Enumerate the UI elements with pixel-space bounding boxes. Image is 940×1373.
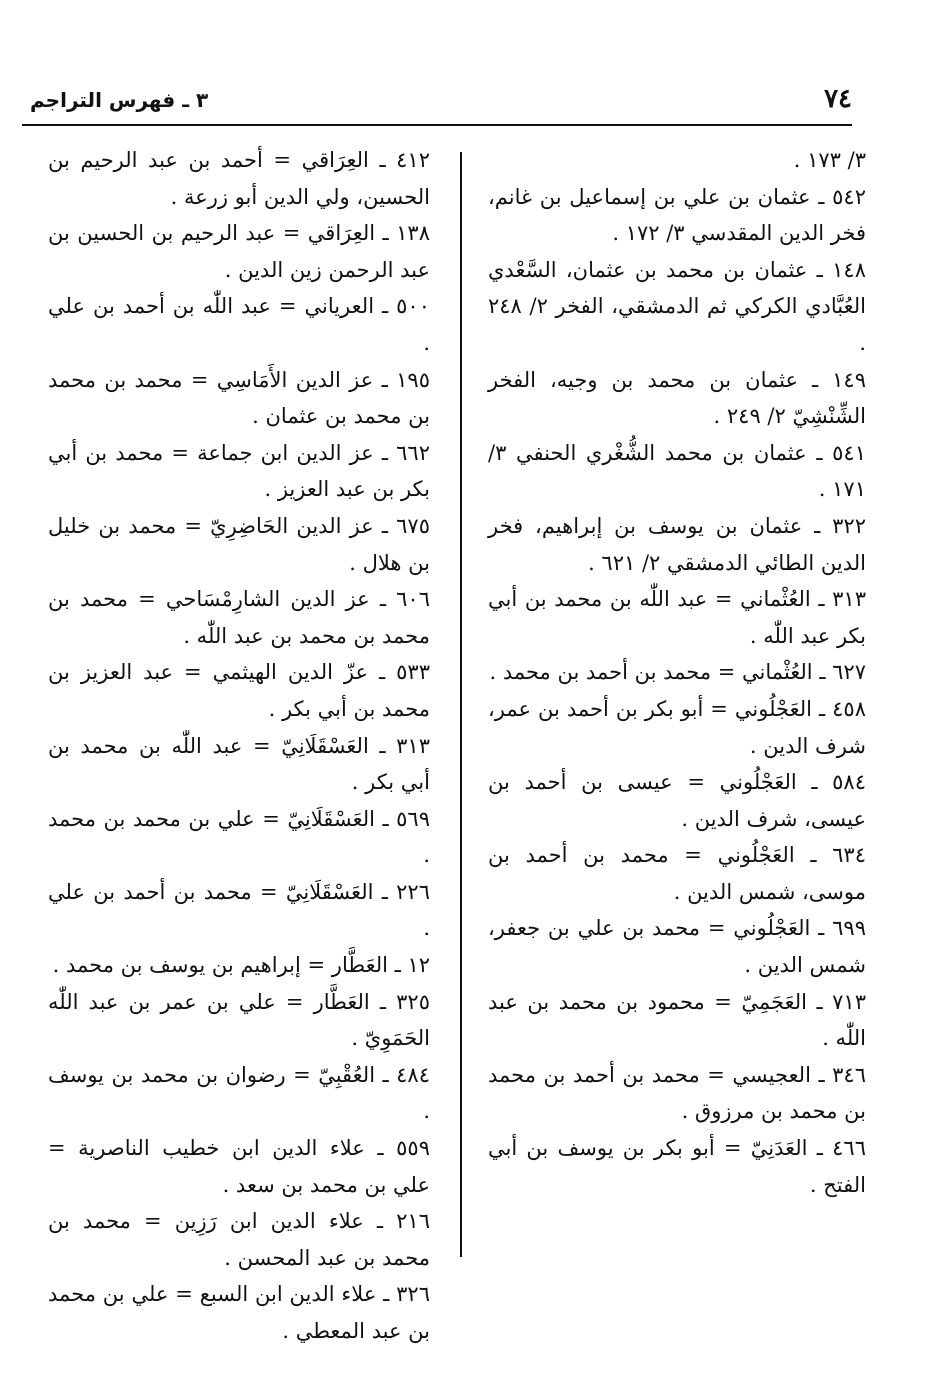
index-entry: ٣/ ١٧٣ .	[793, 148, 866, 172]
index-entry: ٣٢٥ ـ العَطَّار = علي بن عمر بن عبد اللّٰه الحَمَوِيّ .	[48, 989, 430, 1051]
index-entry: ١٤٨ ـ عثمان بن محمد بن عثمان، السَّعْدي العُبَّادي الكركي ثم الدمشقي، الفخر ٢/ ٢٤٨ .	[488, 257, 866, 355]
index-entry: ٤٨٤ ـ العُقْبِيّ = رضوان بن محمد بن يوسف .	[48, 1062, 430, 1124]
index-entry: ٦٣٤ ـ العَجْلُوني = محمد بن أحمد بن موسى، شمس الدين .	[488, 843, 866, 904]
index-entry: ٦٦٢ ـ عز الدين ابن جماعة = محمد بن أبي بكر بن عبد العزيز .	[48, 440, 430, 502]
section-title: ٣ ـ فهرس التراجم	[30, 88, 209, 112]
index-entry: ١٤٩ ـ عثمان بن محمد بن وجيه، الفخر الشِّنْشِيّ ٢/ ٢٤٩ .	[488, 367, 866, 429]
index-entry: ٦٠٦ ـ عز الدين الشارِمْسَاحي = محمد بن محمد بن محمد بن عبد اللّٰه .	[48, 587, 430, 648]
index-entry: ١٩٥ ـ عز الدين الأَمَاسِي = محمد بن محمد بن محمد بن عثمان .	[48, 367, 430, 429]
index-entry: ٥٤١ ـ عثمان بن محمد الشُّغْري الحنفي ٣/ ١٧١ .	[488, 440, 866, 502]
index-entry: ٢٢٦ ـ العَسْقَلَانِيّ = محمد بن أحمد بن علي .	[48, 879, 430, 941]
index-entry: ٦٧٥ ـ عز الدين الحَاضِرِيّ = محمد بن خليل بن هلال .	[48, 513, 430, 575]
index-entry: ٥٠٠ ـ العرياني = عبد اللّٰه بن أحمد بن علي .	[48, 294, 430, 355]
index-entry: ٥٤٢ ـ عثمان بن علي بن إسماعيل بن غانم، فخر الدين المقدسي ٣/ ١٧٢ .	[488, 184, 866, 246]
index-entry: ١٣٨ ـ العِرَاقي = عبد الرحيم بن الحسين بن عبد الرحمن زين الدين .	[48, 221, 430, 282]
index-entry: ٤١٢ ـ العِرَاقي = أحمد بن عبد الرحيم بن الحسين، ولي الدين أبو زرعة .	[48, 148, 430, 209]
index-entry: ٥٥٩ ـ علاء الدين ابن خطيب الناصرية = علي بن محمد بن سعد .	[48, 1136, 430, 1197]
index-entry: ٢١٦ ـ علاء الدين ابن رَزِين = محمد بن محمد بن عبد المحسن .	[48, 1209, 430, 1270]
index-entry: ١٢ ـ العَطَّار = إبراهيم بن يوسف بن محمد .	[52, 953, 430, 978]
page-header	[26, 80, 856, 120]
header-rule	[22, 124, 852, 126]
index-entry: ٤٦٦ ـ العَدَنِيّ = أبو بكر بن يوسف بن أبي الفتح .	[488, 1136, 866, 1197]
index-entry: ٤٥٨ ـ العَجْلُوني = أبو بكر بن أحمد بن عمر، شرف الدين .	[488, 696, 866, 758]
index-entry: ٦٩٩ ـ العَجْلُوني = محمد بن علي بن جعفر، شمس الدين .	[488, 916, 866, 978]
index-entry: ٣١٣ ـ العُثْماني = عبد اللّٰه بن محمد بن أبي بكر عبد اللّٰه .	[488, 587, 866, 648]
index-entry: ٥٣٣ ـ عزّ الدين الهيثمي = عبد العزيز بن محمد بن أبي بكر .	[48, 660, 430, 721]
column-divider	[460, 152, 462, 1257]
page-number: ٧٤	[824, 84, 852, 114]
index-entry: ٦٢٧ ـ العُثْماني = محمد بن أحمد بن محمد .	[489, 660, 866, 685]
index-entry: ٣١٣ ـ العَسْقَلَانِيّ = عبد اللّٰه بن محمد بن أبي بكر .	[48, 733, 430, 795]
right-column	[488, 142, 866, 1203]
index-entry: ٣٤٦ ـ العجيسي = محمد بن أحمد بن محمد بن محمد بن مرزوق .	[488, 1062, 866, 1124]
left-column	[48, 142, 430, 1350]
index-entry: ٥٨٤ ـ العَجْلُوني = عيسى بن أحمد بن عيسى، شرف الدين .	[488, 770, 866, 831]
index-entry: ٧١٣ ـ العَجَمِيّ = محمود بن محمد بن عبد اللّٰه .	[488, 989, 866, 1051]
index-entry: ٣٢٢ ـ عثمان بن يوسف بن إبراهيم، فخر الدين الطائي الدمشقي ٢/ ٦٢١ .	[488, 513, 866, 575]
index-entry: ٣٢٦ ـ علاء الدين ابن السبع = علي بن محمد بن عبد المعطي .	[48, 1282, 430, 1343]
index-entry: ٥٦٩ ـ العَسْقَلَانِيّ = علي بن محمد بن محمد .	[48, 806, 430, 868]
